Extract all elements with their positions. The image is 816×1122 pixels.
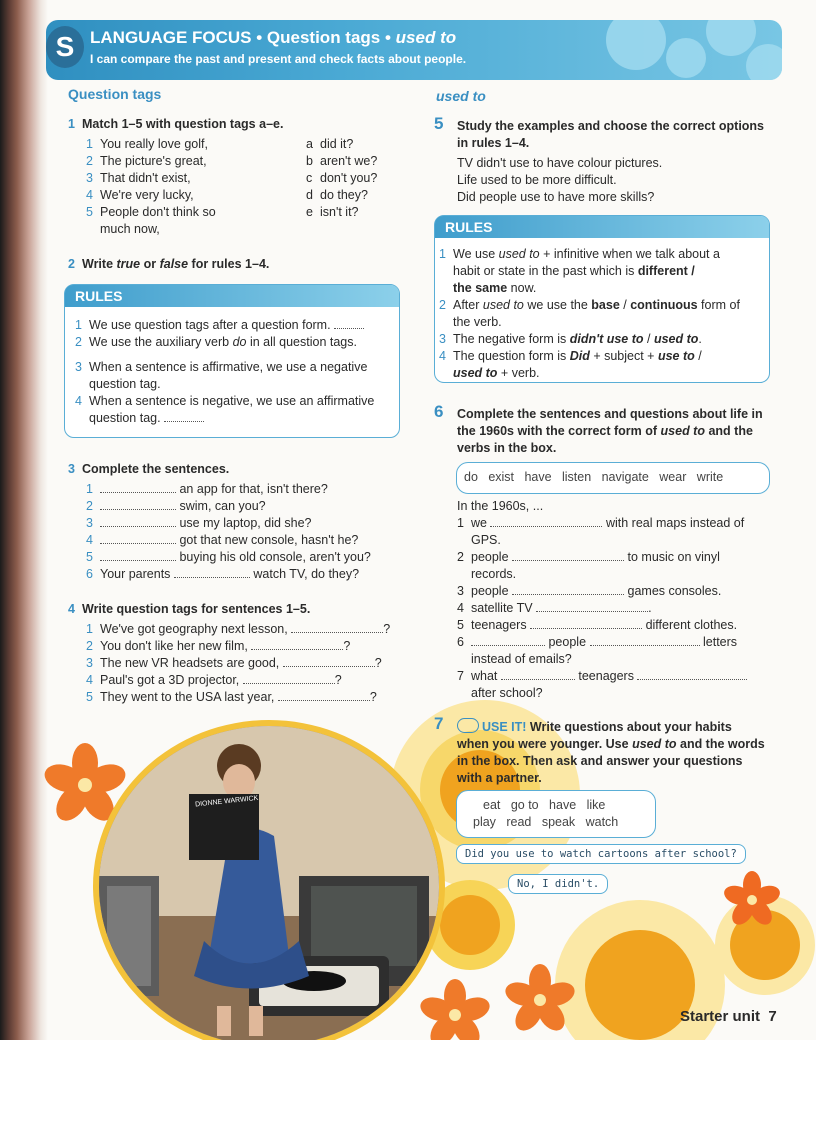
unit-badge: S: [46, 26, 84, 68]
list-item: Did people use to have more skills?: [457, 190, 655, 204]
list-item: a did it?: [306, 137, 354, 151]
exercise-3-instruction: 3 Complete the sentences.: [68, 462, 230, 476]
unit-label: Starter unit: [680, 1008, 761, 1025]
word-box-row: play read speak watch: [473, 815, 619, 829]
flower-decoration-icon: [500, 960, 580, 1040]
exercise-7-instruction: USE IT! Write questions about your habits when you were younger. Use used to and the words in the box. Then ask and answer your questions with a partner.: [457, 720, 765, 785]
list-item: 1 We use question tags after a question form.: [75, 317, 393, 334]
section-heading-question-tags: Question tags: [68, 86, 162, 102]
list-item: 3 The negative form is didn't use to / used to.: [439, 332, 702, 346]
banner-decoration: [666, 38, 706, 78]
book-spine-shadow: [0, 0, 48, 1040]
list-item: b aren't we?: [306, 154, 378, 168]
exercise-4-instruction: 4 Write question tags for sentences 1–5.: [68, 602, 311, 616]
list-item: 4 Paul's got a 3D projector, ?: [86, 673, 342, 687]
flower-decoration-icon: [720, 868, 784, 932]
banner-decoration: [606, 20, 666, 70]
list-item: 5 People don't think so: [86, 205, 216, 219]
list-item: 1 an app for that, isn't there?: [86, 482, 328, 496]
list-item: question tag.: [75, 410, 393, 427]
list-item: 3 people games consoles.: [457, 584, 722, 598]
exercise-5-examples: [457, 155, 662, 206]
list-item: GPS.: [471, 533, 501, 547]
list-item: TV didn't use to have colour pictures.: [457, 156, 663, 170]
speech-bubble-question: Did you use to watch cartoons after school?: [456, 844, 746, 864]
page-footer: [680, 1008, 777, 1025]
list-item: 5 teenagers different clothes.: [457, 618, 738, 632]
list-item: 7 what teenagers: [457, 668, 777, 685]
rules-list: [75, 317, 393, 427]
rules-box-used-to: [434, 215, 770, 383]
exercise-2-instruction: 2 Write true or false for rules 1–4.: [68, 257, 270, 271]
list-item: instead of emails?: [471, 652, 572, 666]
list-item: 4 satellite TV .: [457, 601, 652, 615]
list-item: 2 After used to we use the base / continuous form of: [439, 298, 740, 312]
list-item: 2 We use the auxiliary verb do in all question tags.: [75, 335, 357, 349]
list-item: 6 Your parents watch TV, do they?: [86, 567, 360, 581]
list-item: 1 We've got geography next lesson, ?: [86, 622, 391, 636]
rules-list: [439, 246, 765, 382]
list-item: 5 buying his old console, aren't you?: [86, 550, 371, 564]
list-item: 2 swim, can you?: [86, 499, 266, 513]
flower-decoration-icon: [415, 975, 495, 1040]
list-item: 4 The question form is Did + subject + use to /: [439, 349, 702, 363]
photo-illustration: [99, 726, 439, 1040]
word-box-list: do exist have listen navigate wear write: [464, 470, 724, 484]
speech-bubble-answer: No, I didn't.: [508, 874, 608, 894]
list-item: 6 people letters: [457, 635, 738, 649]
list-item: 1 We use used to + infinitive when we talk about a: [439, 247, 720, 261]
exercise-3-items: [86, 481, 371, 583]
exercise-7-number: 7: [434, 714, 444, 733]
list-item: e isn't it?: [306, 205, 359, 219]
list-item: d do they?: [306, 188, 368, 202]
list-item: question tag.: [89, 377, 161, 391]
list-item: 3 use my laptop, did she?: [86, 516, 312, 530]
exercise-4-items: [86, 621, 390, 706]
rules-header: RULES: [65, 285, 399, 307]
exercise-6-instruction: Complete the sentences and questions about life in the 1960s with the correct form of used to and the verbs in the box.: [457, 407, 763, 455]
banner-decoration: [746, 44, 782, 80]
page-number: 7: [768, 1008, 777, 1025]
exercise-6-items: In the 1960s, ... 1 we with real maps instead of GPS. 2 people to music on vinyl records. 3 people games consoles. 4 satellite TV . 5 teenagers different clothes. 6 people letters instead of emails? 7 what teenagers after school?: [457, 498, 777, 702]
retro-photo-woman-record-player: [93, 720, 445, 1040]
list-item: 1 we with real maps instead of: [457, 516, 745, 530]
exercise-6-number: 6: [434, 402, 444, 421]
list-item: after school?: [471, 686, 543, 700]
list-item: 4 got that new console, hasn't he?: [86, 533, 359, 547]
list-item: records.: [471, 567, 517, 581]
list-item: used to + verb.: [453, 366, 540, 380]
decorative-circle: [440, 895, 500, 955]
word-box-row: eat go to have like: [483, 798, 606, 812]
list-item: 5 They went to the USA last year, ?: [86, 690, 377, 704]
list-item: c don't you?: [306, 171, 378, 185]
word-box-habits: [456, 790, 656, 838]
section-heading-used-to: used to: [436, 88, 486, 104]
list-item: 2 The picture's great,: [86, 154, 207, 168]
list-item: 3 When a sentence is affirmative, we use a negative: [75, 360, 368, 374]
exercise-1-items: [86, 136, 216, 238]
rules-box-question-tags: [64, 284, 400, 438]
list-item: 1 You really love golf,: [86, 137, 208, 151]
speech-bubble-icon: [457, 718, 479, 733]
list-item: 2 people to music on vinyl: [457, 550, 720, 564]
decorative-circle: [585, 930, 695, 1040]
banner-decoration: [706, 20, 756, 56]
list-item: 2 You don't like her new film, ?: [86, 639, 351, 653]
list-item: habit or state in the past which is different /: [453, 264, 695, 278]
exercise-5-number: 5: [434, 114, 444, 133]
list-item: much now,: [100, 222, 160, 236]
list-item: 3 That didn't exist,: [86, 171, 191, 185]
list-item: Life used to be more difficult.: [457, 173, 617, 187]
list-item: 4 We're very lucky,: [86, 188, 194, 202]
list-item: the same now.: [453, 281, 537, 295]
list-item: 4 When a sentence is negative, we use an affirmative: [75, 394, 375, 408]
rules-header: RULES: [435, 216, 769, 238]
word-box-verbs: [456, 462, 770, 494]
exercise-5-instruction: Study the examples and choose the correct options in rules 1–4.: [457, 119, 765, 150]
lesson-title: LANGUAGE FOCUS • Question tags • used to: [90, 28, 457, 47]
list-item: 3 The new VR headsets are good, ?: [86, 656, 382, 670]
record-sleeve-label: DIONNE WARWICK: [194, 794, 259, 809]
list-item: the verb.: [453, 315, 502, 329]
exercise-1-instruction: 1 Match 1–5 with question tags a–e.: [68, 117, 284, 131]
exercise-1-tags: [306, 136, 377, 221]
lesson-objective: I can compare the past and present and check facts about people.: [90, 52, 467, 66]
